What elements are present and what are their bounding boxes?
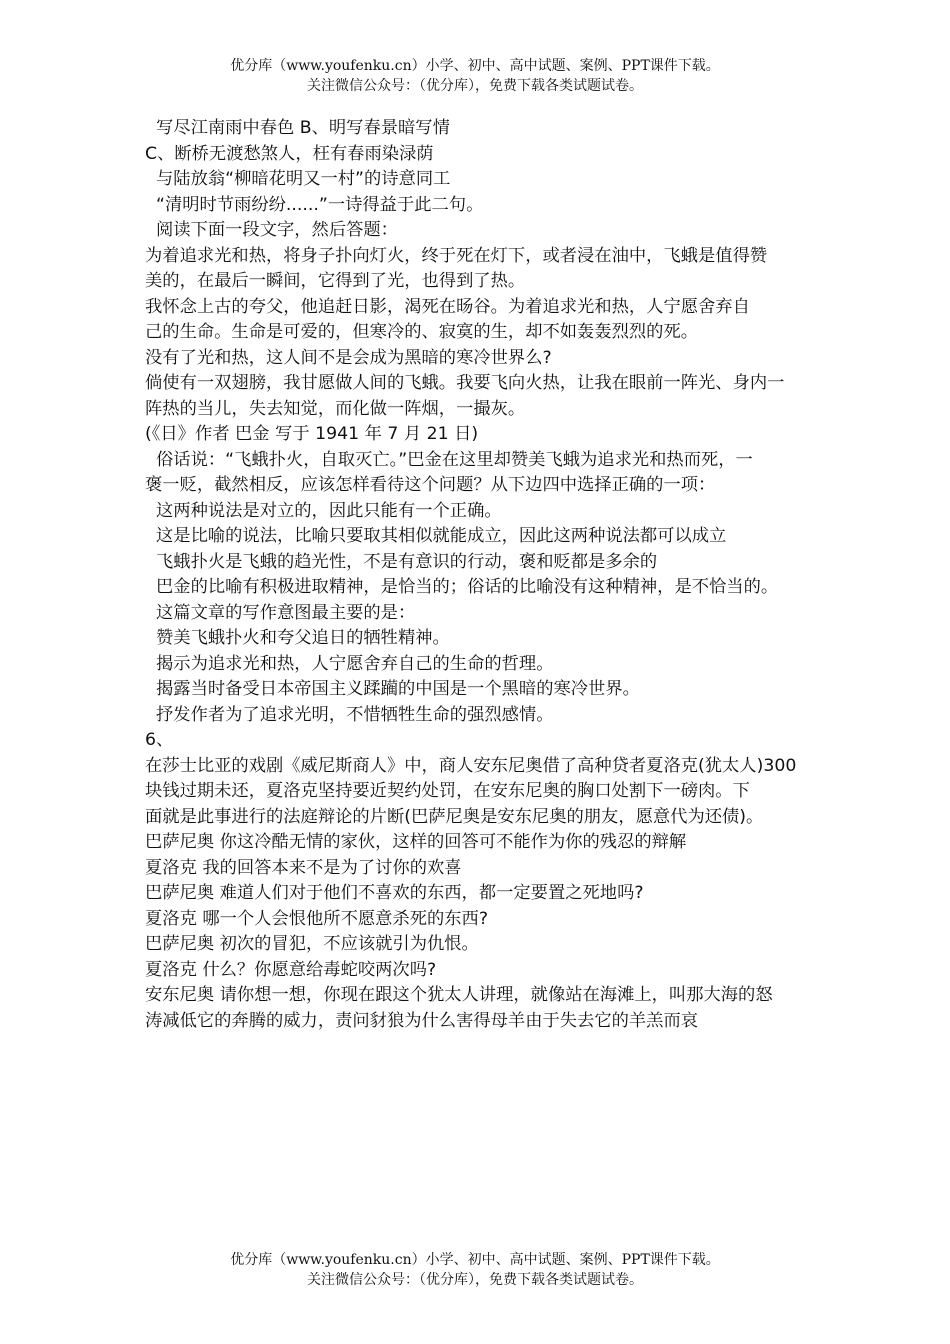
header-line-1: 优分库（www.youfenku.cn）小学、初中、高中试题、案例、PPT课件下载。 [230, 58, 720, 74]
text-line: 揭露当时备受日本帝国主义蹂躏的中国是一个黑暗的寒冷世界。 [145, 679, 640, 699]
header-line-2: 关注微信公众号：（优分库），免费下载各类试题试卷。 [307, 78, 643, 94]
text-line: 面就是此事进行的法庭辩论的片断(巴萨尼奥是安东尼奥的朋友，愿意代为还债)。 [145, 806, 764, 827]
text-line: 在莎士比亚的戏剧《威尼斯商人》中，商人安东尼奥借了高种贷者夏洛克(犹太人)300 块钱过期未还，夏洛克坚持要近契约处罚，在安东尼奥的胸口处割下一磅肉。下 [145, 755, 802, 801]
page-footer [0, 1250, 950, 1290]
text-line: 倘使有一双翅膀，我甘愿做人间的飞蛾。我要飞向火热，让我在眼前一阵光、身内一 [145, 373, 785, 393]
text-line: 涛减低它的奔腾的威力，责问豺狼为什么害得母羊由于失去它的羊羔而哀 [145, 1010, 699, 1031]
text-line: 这两种说法是对立的，因此只能有一个正确。 [145, 500, 502, 521]
text-line: 揭示为追求光和热，人宁愿舍弃自己的生命的哲理。 [145, 653, 554, 674]
text-line: 俗话说：“飞蛾扑火，自取灭亡。”巴金在这里却赞美飞蛾为追求光和热而死，一 [145, 449, 753, 470]
text-line: 没有了光和热，这人间不是会成为黑暗的寒冷世界么? [145, 347, 552, 368]
text-line: C、断桥无渡愁煞人，枉有春雨染渌荫 [145, 143, 434, 164]
text-line: 我怀念上古的夸父，他追赶日影，渴死在旸谷。为着追求光和热，人宁愿舍弃自 [145, 296, 750, 317]
text-line: 己的生命。生命是可爱的，但寒冷的、寂寞的生，却不如轰轰烈烈的死。 [145, 322, 699, 342]
text-line: 抒发作者为了追求光明，不惜牺牲生命的强烈感情。 [145, 704, 554, 725]
text-line: 与陆放翁“柳暗花明又一村”的诗意同工 [145, 169, 451, 189]
text-line: 飞蛾扑火是飞蛾的趋光性，不是有意识的行动，褒和贬都是多余的 [145, 551, 658, 572]
text-line: 阅读下面一段文字，然后答题： [145, 220, 398, 240]
text-line: 巴萨尼奥 你这冷酷无情的家伙，这样的回答可不能作为你的残忍的辩解 [145, 832, 687, 852]
text-line: 安东尼奥 请你想一想，你现在跟这个犹太人讲理，就像站在海滩上，叫那大海的怒 [145, 985, 773, 1005]
text-line: 这是比喻的说法，比喻只要取其相似就能成立，因此这两种说法都可以成立 [145, 526, 727, 546]
document-body [145, 116, 810, 1034]
text-line: “清明时节雨纷纷......”一诗得益于此二句。 [145, 194, 484, 215]
text-line: 6、 [145, 730, 174, 750]
text-line: 夏洛克 哪一个人会恨他所不愿意杀死的东西? [145, 908, 489, 929]
page-header [0, 56, 950, 96]
text-line: 美的，在最后一瞬间，它得到了光，也得到了热。 [145, 271, 526, 291]
text-line: 夏洛克 什么？你愿意给毒蛇咬两次吗? [145, 959, 437, 980]
text-line: 写尽江南雨中春色 B、明写春景暗写情 [145, 118, 450, 138]
text-line: 巴萨尼奥 初次的冒犯，不应该就引为仇恨。 [145, 934, 479, 954]
text-line: (《日》作者 巴金 写于 1941 年 7 月 21 日) [145, 424, 479, 444]
footer-line-1: 优分库（www.youfenku.cn）小学、初中、高中试题、案例、PPT课件下载。 [230, 1252, 720, 1268]
text-line: 为着追求光和热，将身子扑向灯火，终于死在灯下，或者浸在油中，飞蛾是值得赞 [145, 245, 768, 266]
text-line: 赞美飞蛾扑火和夸父追日的牺牲精神。 [145, 628, 450, 648]
text-line: 巴萨尼奥 难道人们对于他们不喜欢的东西，都一定要置之死地吗? [145, 883, 644, 903]
text-line: 阵热的当儿，失去知觉，而化做一阵烟，一撮灰。 [145, 398, 526, 419]
text-line: 褒一贬，截然相反，应该怎样看待这个问题？从下边四中选择正确的一项： [145, 475, 716, 495]
text-line: 夏洛克 我的回答本来不是为了讨你的欢喜 [145, 857, 462, 878]
footer-line-2: 关注微信公众号：（优分库），免费下载各类试题试卷。 [307, 1272, 643, 1288]
text-line: 巴金的比喻有积极进取精神，是恰当的；俗话的比喻没有这种精神，是不恰当的。 [145, 577, 779, 597]
text-line: 这篇文章的写作意图最主要的是： [145, 602, 416, 623]
